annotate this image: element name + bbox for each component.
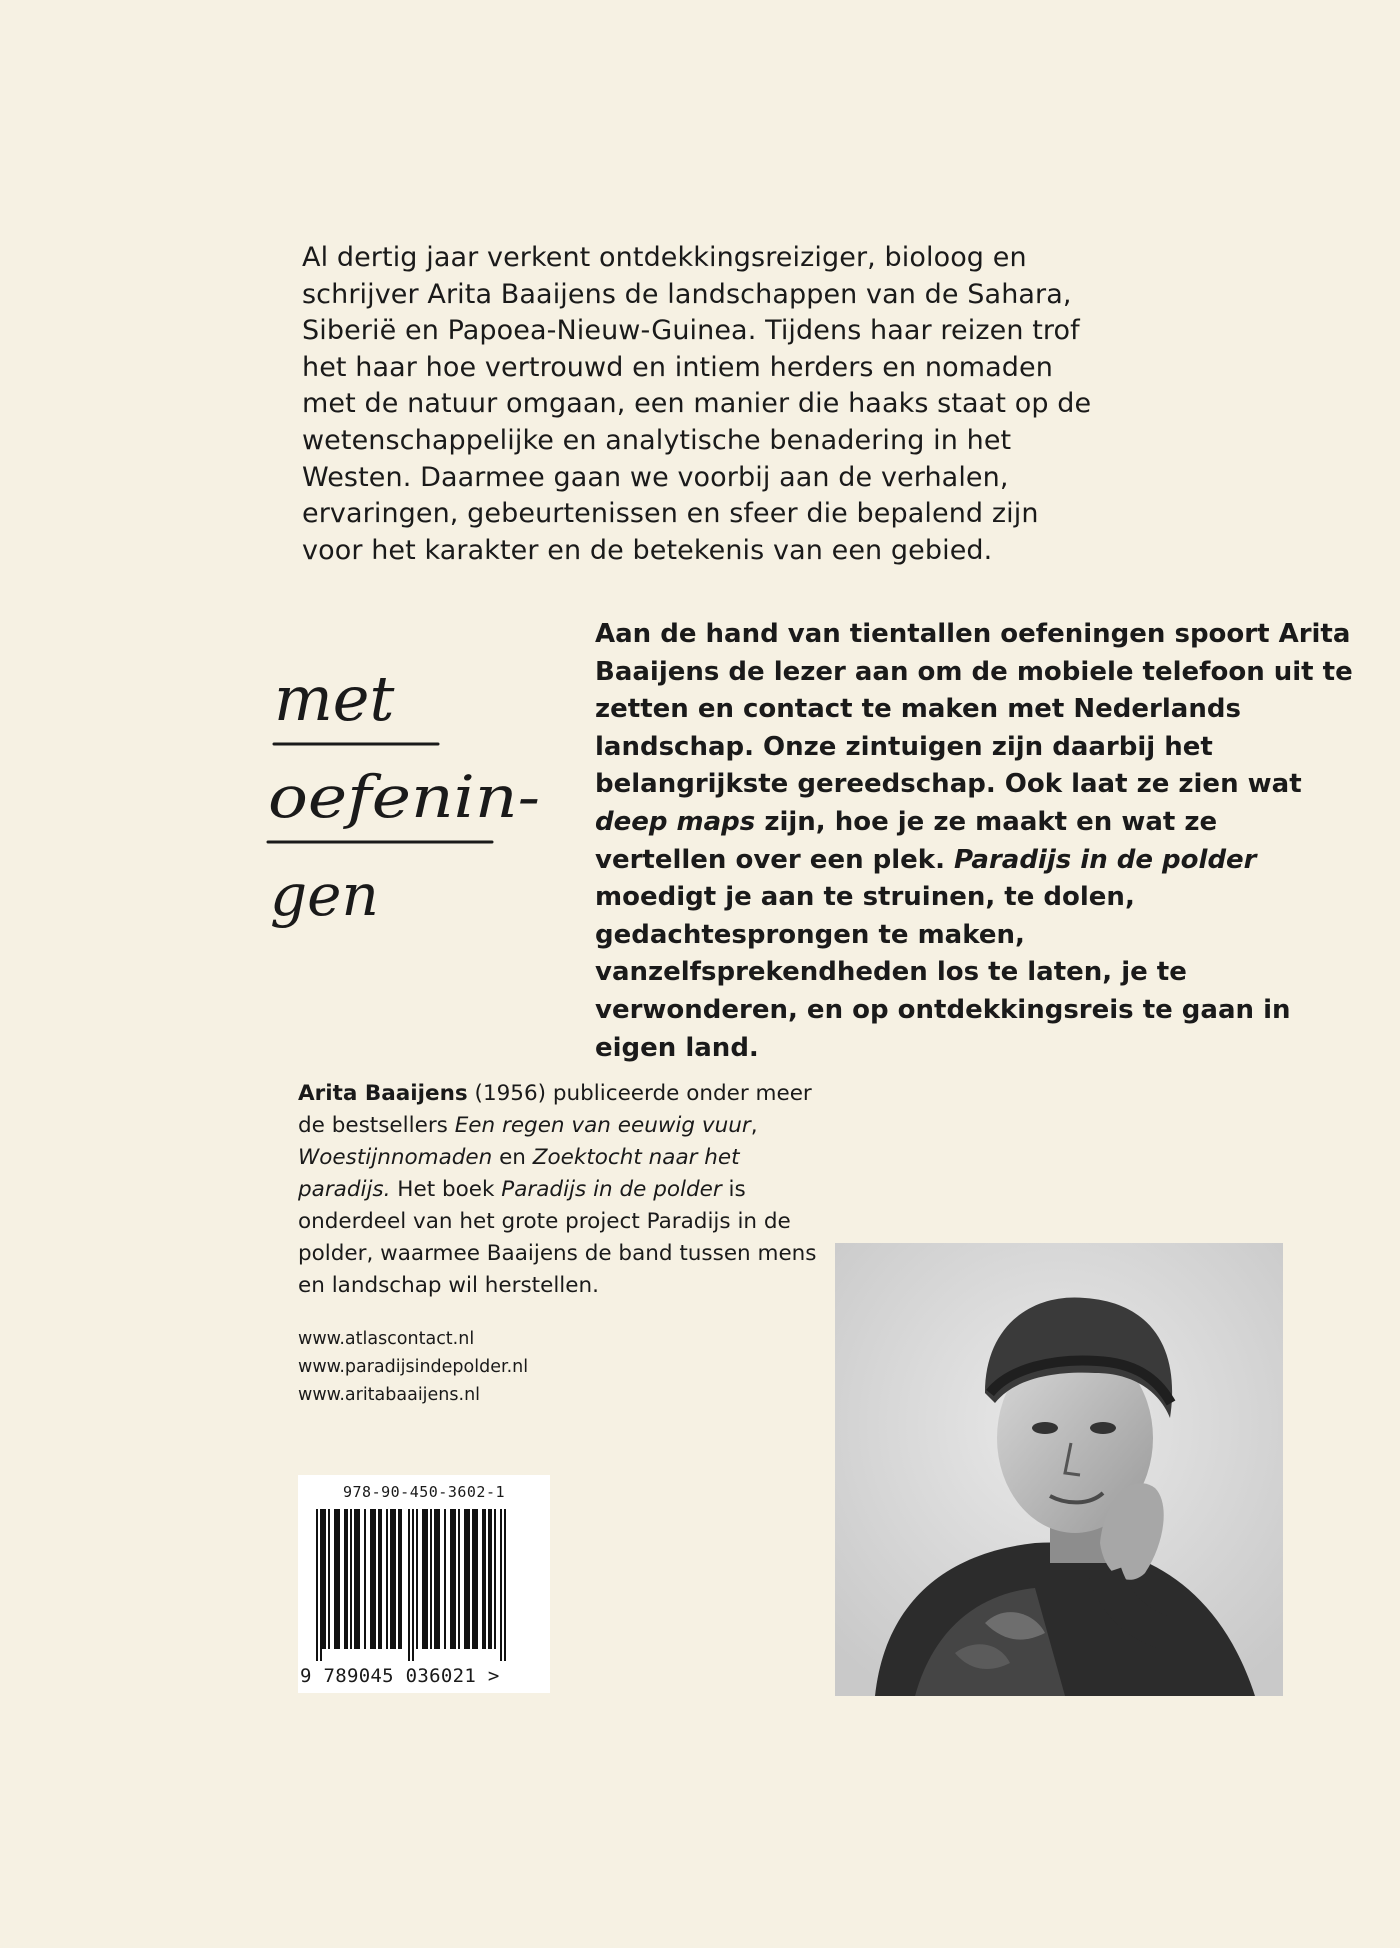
bio-text-1: (1956) publiceerde onder meer de bestsellers [298,1081,812,1138]
barcode-bar [408,1509,410,1661]
barcode-bar [430,1509,432,1649]
barcode-bar [464,1509,470,1649]
exercises-em-deep-maps: deep maps [595,806,756,837]
barcode-bar [316,1509,318,1661]
handwriting-line-2: oefenin- [268,763,540,831]
barcode-bar [328,1509,330,1649]
barcode-bar [322,1509,326,1649]
barcode-bar [488,1509,492,1649]
intro-text: Al dertig jaar verkent ontdekkingsreiziger, bioloog en schrijver Arita Baaijens de landschappen van de Sahara, Siberië en Papoea-Nieuw-Guinea. Tijdens haar reizen trof het haar hoe vertrouwd en intiem herders en nomaden met de natuur omgaan, een manier die haaks staat op de wetenschappelijke en analytische benadering in het Westen. Daarmee gaan we voorbij aan de verhalen, ervaringen, gebeurtenissen en sfeer die bepalend zijn voor het karakter en de betekenis van een gebied. [302,242,1092,566]
barcode-bar [350,1509,352,1649]
bio-book-2: Woestijnnomaden [298,1145,493,1170]
barcode-bar [354,1509,360,1649]
exercises-text [595,616,1355,1067]
link-aritabaaijens[interactable]: www.aritabaaijens.nl [298,1385,481,1405]
exercises-text-2: zijn, hoe je ze maakt en wat ze vertellen over een plek. [595,806,1218,875]
barcode-bar [500,1509,502,1661]
barcode-bar [416,1509,418,1649]
handwriting-line-1: met [274,662,395,735]
barcode-bar [458,1509,460,1649]
barcode-bar [334,1509,340,1649]
barcode-bar [378,1509,382,1649]
link-paradijsindepolder[interactable]: www.paradijsindepolder.nl [298,1357,529,1377]
barcode-bar [412,1509,414,1661]
bio-text-5: is onderdeel van het grote project Paradijs in de polder, waarmee Baaijens de band tussen mens en landschap wil herstellen. [298,1177,817,1298]
barcode-bar [390,1509,396,1649]
barcode-bar [504,1509,506,1661]
bio-text-4: Het boek [390,1177,502,1202]
barcode-bar [472,1509,478,1649]
link-atlascontact[interactable]: www.atlascontact.nl [298,1329,475,1349]
bio-book-3: Zoektocht naar het paradijs. [298,1145,740,1202]
barcode-bar [450,1509,456,1649]
barcode-bars [298,1475,550,1693]
barcode-bar [386,1509,388,1649]
barcode-bar [444,1509,446,1649]
barcode-bar [434,1509,440,1649]
barcode-bar [494,1509,496,1649]
author-name: Arita Baaijens [298,1081,468,1106]
bio-text-2: , [750,1113,758,1138]
isbn-barcode [298,1475,550,1693]
barcode-bar [422,1509,428,1649]
barcode-bar [364,1509,366,1649]
bio-text-3: en [492,1145,533,1170]
exercises-em-title: Paradijs in de polder [954,844,1257,875]
barcode-bar [320,1509,322,1661]
barcode-bar [398,1509,402,1649]
website-links [298,1325,718,1409]
barcode-bar [370,1509,376,1649]
bio-book-1: Een regen van eeuwig vuur [454,1113,751,1138]
handwriting-line-3: gen [270,861,379,929]
handwritten-note [260,660,550,950]
exercises-text-1: Aan de hand van tientallen oefeningen spoort Arita Baaijens de lezer aan om de mobiele telefoon uit te zetten en contact te maken met Nederlands landschap. Onze zintuigen zijn daarbij het belangrijkste gereedschap. Ook laat ze zien wat [595,619,1353,800]
author-bio [298,1078,818,1302]
barcode-bar [482,1509,486,1649]
bio-book-4: Paradijs in de polder [501,1177,722,1202]
barcode-bar [344,1509,348,1649]
barcode-digits: 9 789045 036021 > [300,1665,500,1687]
author-portrait-icon [835,1243,1283,1696]
exercises-text-3: moedigt je aan te struinen, te dolen, gedachtesprongen te maken, vanzelfsprekendheden los te laten, je te verwonderen, en op ontdekkingsreis te gaan in eigen land. [595,882,1291,1063]
isbn-number: 978-90-450-3602-1 [342,1483,506,1501]
